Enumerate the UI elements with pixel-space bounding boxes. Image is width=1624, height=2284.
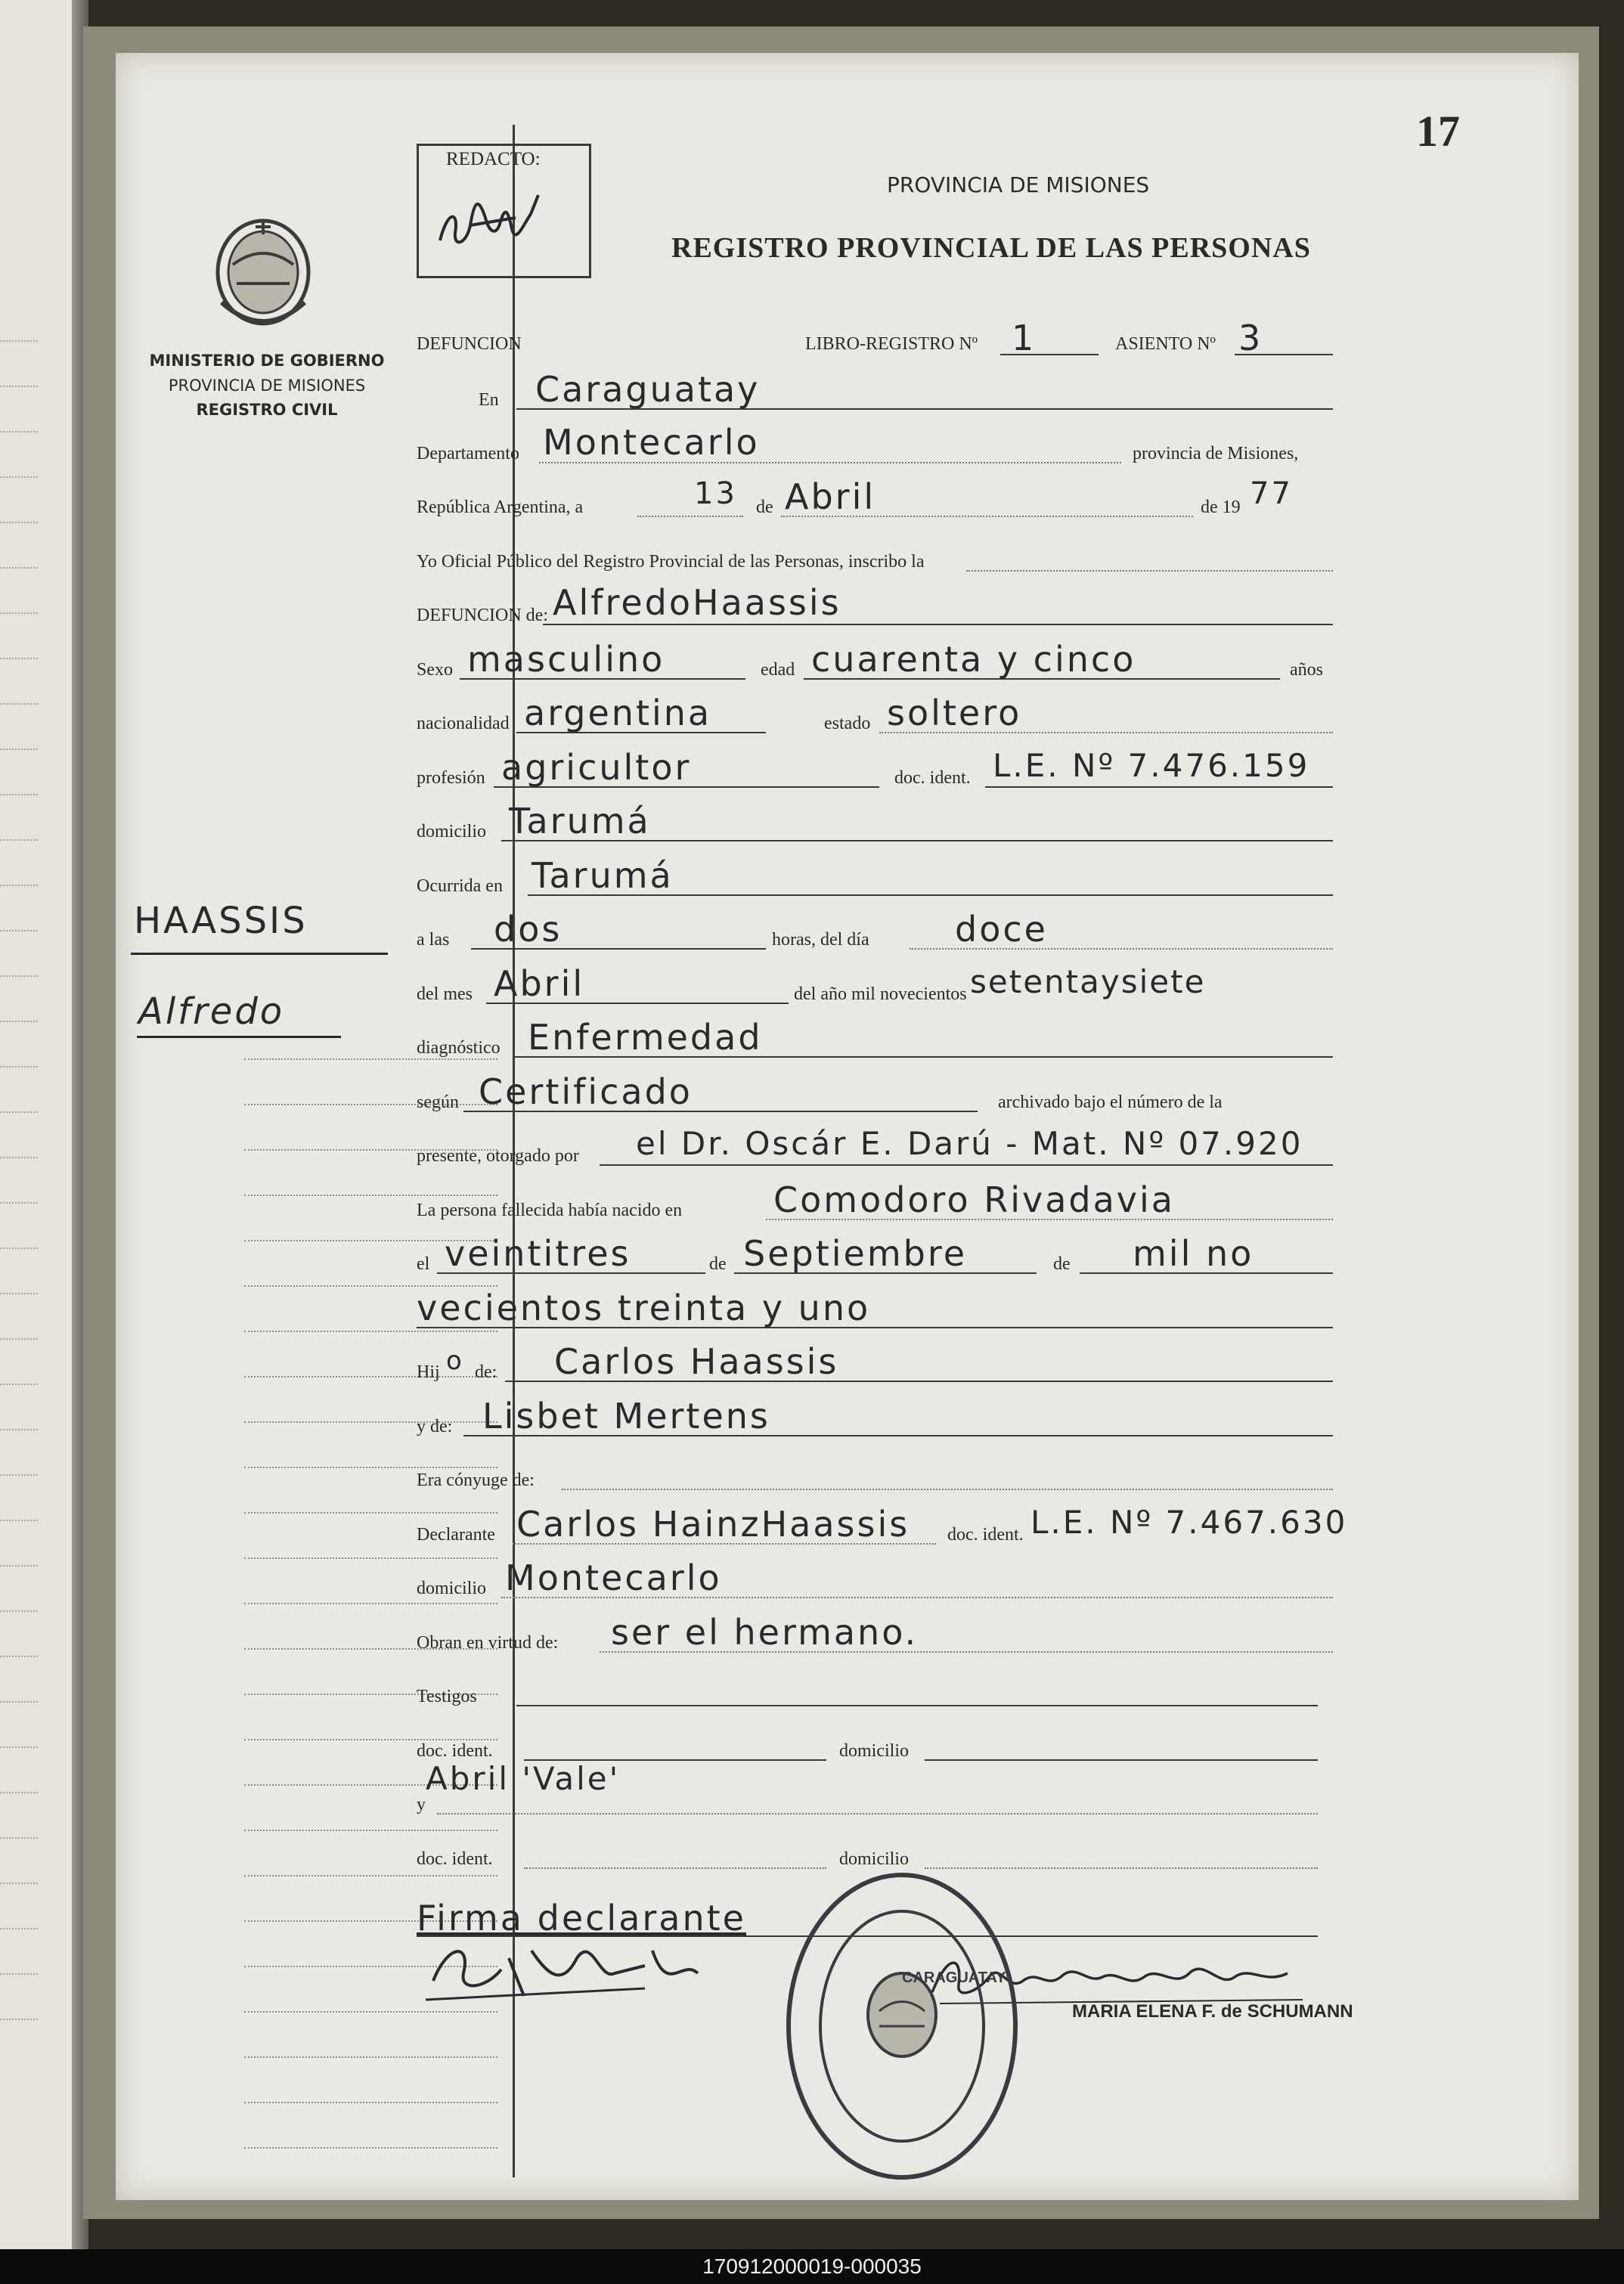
de-label-2: de xyxy=(709,1254,727,1274)
rule xyxy=(0,1565,38,1567)
asiento-value: 3 xyxy=(1238,318,1263,358)
page-number: 17 xyxy=(1416,107,1460,156)
margin-rule xyxy=(244,1058,497,1060)
hijo-label: Hij xyxy=(417,1362,440,1382)
doc-rule xyxy=(985,786,1333,788)
delmes-label: del mes xyxy=(417,984,473,1004)
margin-rule xyxy=(244,2102,497,2103)
testigo2-doc-label: doc. ident. xyxy=(417,1849,493,1869)
margin-rule xyxy=(244,1376,497,1378)
rule xyxy=(0,1610,38,1612)
defuncion-de-value: AlfredoHaassis xyxy=(553,582,841,623)
margin-rule xyxy=(244,1603,497,1604)
margin-rule xyxy=(244,1739,497,1740)
register-page xyxy=(116,53,1579,2200)
nacionalidad-label: nacionalidad xyxy=(417,714,510,733)
abril-vale: Abril 'Vale' xyxy=(426,1760,621,1797)
horas-value: doce xyxy=(955,909,1048,950)
estado-label: estado xyxy=(824,714,871,733)
asiento-label: ASIENTO Nº xyxy=(1115,334,1216,354)
firma-text: Firma declarante xyxy=(417,1898,746,1938)
de-label: de xyxy=(756,497,773,517)
profesion-value: agricultor xyxy=(501,747,692,788)
nacionalidad-value: argentina xyxy=(524,693,712,733)
rule xyxy=(0,1837,38,1839)
alas-label: a las xyxy=(417,930,450,950)
obran-value: ser el hermano. xyxy=(611,1612,919,1653)
rule xyxy=(0,1021,38,1022)
rule xyxy=(0,1701,38,1703)
margin-rule xyxy=(244,1875,497,1876)
en-label: En xyxy=(479,390,499,410)
margin-given-name: Alfredo xyxy=(138,990,285,1033)
rule xyxy=(0,1293,38,1294)
rule xyxy=(0,839,38,841)
ministry-line1: MINISTERIO DE GOBIERNO xyxy=(149,352,385,370)
rule xyxy=(0,1247,38,1249)
rule xyxy=(0,386,38,387)
edad-value: cuarenta y cinco xyxy=(811,639,1136,680)
rule xyxy=(0,1656,38,1657)
doc-label: doc. ident. xyxy=(894,768,971,788)
official-name: MARIA ELENA F. de SCHUMANN xyxy=(1072,2001,1353,2022)
y-rule xyxy=(437,1813,1318,1814)
presente-label: presente, otorgado por xyxy=(417,1146,579,1166)
defuncion-label: DEFUNCION xyxy=(417,334,522,354)
presente-rule xyxy=(600,1164,1333,1166)
en-value: Caraguatay xyxy=(535,369,761,410)
rule xyxy=(0,975,38,977)
margin-rule xyxy=(244,1195,497,1196)
delano-label: del año mil novecientos xyxy=(794,984,967,1004)
stamp-town: CARAGUATAY xyxy=(902,1969,1006,1986)
hijo-value: Carlos Haassis xyxy=(554,1341,839,1382)
yde-label: y de: xyxy=(417,1417,453,1436)
horas-label: horas, del día xyxy=(772,930,869,950)
rule xyxy=(0,1746,38,1748)
margin-rule xyxy=(244,2147,497,2149)
hijo-suffix: o xyxy=(446,1346,464,1376)
ministry-line2: PROVINCIA DE MISIONES xyxy=(168,377,366,395)
sexo-label: Sexo xyxy=(417,660,453,680)
rule xyxy=(0,1928,38,1929)
margin-surname-underline xyxy=(131,953,388,955)
decl-domicilio-value: Montecarlo xyxy=(505,1557,722,1598)
rule xyxy=(0,567,38,569)
coat-of-arms-icon xyxy=(206,212,320,333)
ministry-line3: REGISTRO CIVIL xyxy=(196,401,338,419)
libro-label: LIBRO-REGISTRO Nº xyxy=(805,334,978,354)
testigo-doc-label: doc. ident. xyxy=(417,1741,493,1761)
profesion-label: profesión xyxy=(417,768,485,788)
conyuge-label: Era cónyuge de: xyxy=(417,1470,535,1490)
segun-value: Certificado xyxy=(479,1071,693,1112)
left-page-edge xyxy=(0,0,82,2249)
day-value: 13 xyxy=(694,476,737,511)
yo-rule xyxy=(966,570,1333,572)
rule xyxy=(0,748,38,750)
testigo2-dom-label: domicilio xyxy=(839,1849,909,1869)
year-value: 77 xyxy=(1250,476,1293,511)
ocurrida-value: Tarumá xyxy=(532,855,674,896)
domicilio-label: domicilio xyxy=(417,822,486,841)
diagnostico-label: diagnóstico xyxy=(417,1038,501,1058)
rule xyxy=(0,340,38,342)
departamento-value: Montecarlo xyxy=(543,422,760,463)
ocurrida-label: Ocurrida en xyxy=(417,876,503,896)
redacto-signature xyxy=(425,180,576,263)
departamento-label: Departamento xyxy=(417,444,519,463)
declarante-doc-value: L.E. Nº 7.467.630 xyxy=(1030,1504,1348,1541)
redacto-box xyxy=(417,144,591,278)
header-province: PROVINCIA DE MISIONES xyxy=(887,172,1150,197)
defuncion-de-label: DEFUNCION de: xyxy=(417,606,548,625)
archivado-label: archivado bajo el número de la xyxy=(998,1092,1223,1112)
rule xyxy=(0,612,38,614)
declarante-label: Declarante xyxy=(417,1525,495,1545)
republica-label: República Argentina, a xyxy=(417,497,584,517)
rule xyxy=(0,885,38,886)
rule xyxy=(0,1429,38,1430)
doc-value: L.E. Nº 7.476.159 xyxy=(993,747,1310,784)
margin-rule xyxy=(244,1830,497,1831)
margin-rule xyxy=(244,1467,497,1468)
declarante-value: Carlos HainzHaassis xyxy=(516,1504,910,1545)
conyuge-rule xyxy=(562,1489,1333,1490)
rule xyxy=(0,1338,38,1340)
rule xyxy=(0,476,38,478)
declarante-doc-label: doc. ident. xyxy=(947,1525,1024,1545)
rule xyxy=(0,1111,38,1113)
yo-text: Yo Oficial Público del Registro Provincial de las Personas, inscribo la xyxy=(417,552,925,572)
de-value-3: mil no xyxy=(1133,1233,1254,1274)
domicilio-value: Tarumá xyxy=(509,801,651,841)
redacto-label: REDACTO: xyxy=(446,149,541,169)
rule xyxy=(0,1474,38,1476)
margin-rule xyxy=(244,1331,497,1332)
segun-label: según xyxy=(417,1092,459,1112)
margin-given-underline xyxy=(137,1036,341,1038)
nacido-value: Comodoro Rivadavia xyxy=(773,1179,1175,1220)
rule xyxy=(0,658,38,659)
rule xyxy=(0,1883,38,1884)
scan-id-footer: 170912000019-000035 xyxy=(0,2249,1624,2284)
obran-label: Obran en virtud de: xyxy=(417,1633,559,1653)
registry-stamp xyxy=(777,1864,1027,2189)
margin-rule xyxy=(244,1512,497,1514)
rule xyxy=(0,1384,38,1385)
rule xyxy=(0,1202,38,1204)
rule xyxy=(0,2019,38,2020)
margin-rule xyxy=(244,1104,497,1105)
margin-rule xyxy=(244,2056,497,2058)
estado-value: soltero xyxy=(887,693,1022,733)
rule xyxy=(0,522,38,523)
de-label-3: de xyxy=(1053,1254,1071,1274)
y-label: y xyxy=(417,1795,426,1814)
testigos-label: Testigos xyxy=(417,1687,477,1706)
yde-value: Lisbet Mertens xyxy=(482,1396,770,1436)
decl-domicilio-label: domicilio xyxy=(417,1579,486,1598)
rule xyxy=(0,1792,38,1793)
diagnostico-value: Enfermedad xyxy=(528,1017,763,1058)
de19-label: de 19 xyxy=(1201,497,1241,517)
delmes-value: Abril xyxy=(494,963,585,1004)
declarante-signature xyxy=(418,1928,796,2019)
margin-surname: HAASSIS xyxy=(134,900,308,942)
rule xyxy=(0,1520,38,1521)
provincia-label: provincia de Misiones, xyxy=(1133,444,1299,463)
sexo-value: masculino xyxy=(467,639,665,680)
alas-value: dos xyxy=(494,909,563,950)
libro-value: 1 xyxy=(1012,318,1037,358)
rule xyxy=(0,930,38,931)
rule xyxy=(0,1973,38,1975)
day-rule xyxy=(637,516,743,517)
hijo-de-label: de: xyxy=(475,1362,497,1382)
rule xyxy=(0,703,38,705)
month-value: Abril xyxy=(785,476,876,517)
rule xyxy=(0,1157,38,1158)
de-value-2: Septiembre xyxy=(743,1233,968,1274)
el-value: veintitres xyxy=(445,1233,631,1274)
header-registry: REGISTRO PROVINCIAL DE LAS PERSONAS xyxy=(671,232,1311,264)
defuncion-de-rule xyxy=(543,624,1333,625)
margin-rule xyxy=(244,1421,497,1423)
testigo-dom-label: domicilio xyxy=(839,1741,909,1761)
margin-rule xyxy=(244,1285,497,1287)
rule xyxy=(0,1066,38,1068)
delano-value: setentaysiete xyxy=(970,963,1206,1000)
continuation-value: vecientos treinta y uno xyxy=(417,1288,871,1328)
rule xyxy=(0,794,38,795)
testigos-rule xyxy=(516,1705,1318,1706)
edad-label: edad xyxy=(761,660,795,680)
nacido-label: La persona fallecida había nacido en xyxy=(417,1201,683,1220)
rule xyxy=(0,431,38,432)
anos-label: años xyxy=(1290,660,1323,680)
el-label: el xyxy=(417,1254,430,1274)
testigo-dom-rule xyxy=(925,1759,1318,1761)
margin-rule xyxy=(244,1557,497,1559)
presente-value: el Dr. Oscár E. Darú - Mat. Nº 07.920 xyxy=(636,1125,1303,1162)
